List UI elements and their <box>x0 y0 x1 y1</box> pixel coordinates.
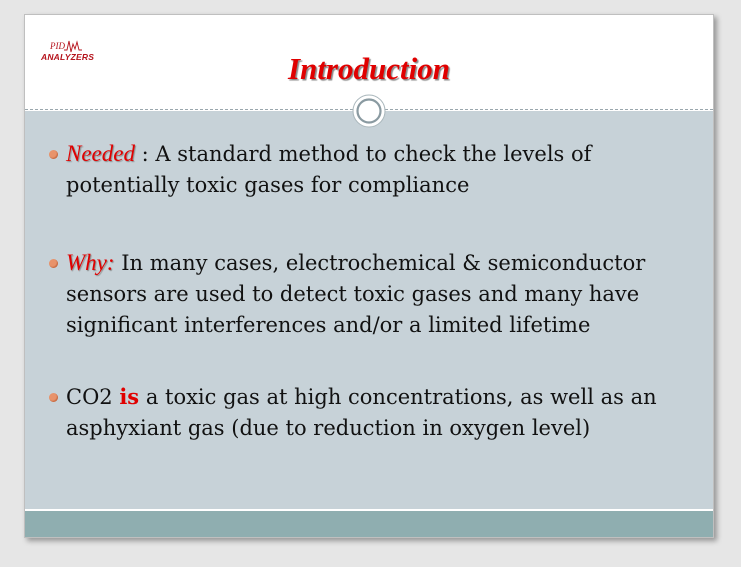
bullet-co2 <box>66 381 696 444</box>
logo-name-text: ANALYZERS <box>41 52 95 62</box>
slide-title: Introduction <box>288 51 450 86</box>
bullet-dot-icon <box>49 259 58 268</box>
bullet-text: In many cases, electrochemical & semiconductor sensors are used to detect toxic gases and many have significant interferences and/or a limited lifetime <box>66 251 646 337</box>
bullet-text: : A standard method to check the levels of potentially toxic gases for compliance <box>66 142 592 197</box>
bullet-dot-icon <box>49 150 58 159</box>
circle-ornament-icon <box>352 94 386 128</box>
bullet-text: a toxic gas at high concentrations, as well as an asphyxiant gas (due to reduction in oxygen level) <box>66 385 657 440</box>
bullet-why <box>66 247 696 341</box>
bullet-needed <box>66 138 696 201</box>
bullet-dot-icon <box>49 393 58 402</box>
bullet-keyword: Why: <box>66 250 115 275</box>
logo-pid-text: PID <box>50 41 65 51</box>
slide-footer-band <box>25 511 713 537</box>
bullet-prefix: CO2 <box>66 385 120 409</box>
bullet-highlight: is <box>119 384 140 409</box>
slide <box>24 14 714 538</box>
bullet-keyword: Needed <box>66 141 135 166</box>
